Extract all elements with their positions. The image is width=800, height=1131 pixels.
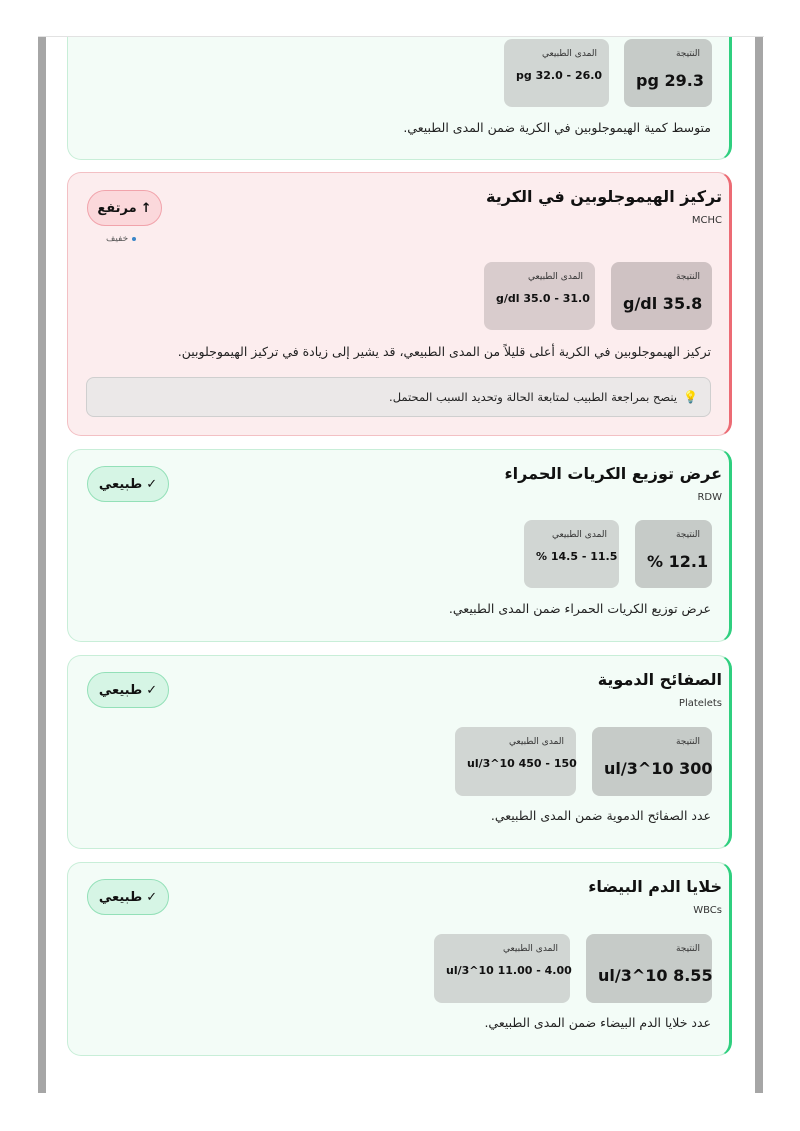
range-label: المدى الطبيعي bbox=[503, 944, 558, 954]
result-value: ul/3^10 8.55 bbox=[598, 966, 713, 985]
severity-indicator bbox=[106, 234, 136, 244]
lightbulb-icon: 💡 bbox=[683, 390, 698, 404]
page-frame-left bbox=[38, 37, 46, 1093]
result-card-platelets bbox=[67, 655, 732, 849]
range-label: المدى الطبيعي bbox=[542, 49, 597, 59]
range-value: % 14.5 - 11.5 bbox=[536, 550, 618, 563]
result-value-box bbox=[611, 262, 712, 330]
test-code: MCHC bbox=[691, 215, 722, 226]
check-icon: ✓ bbox=[146, 476, 158, 492]
status-badge-label: مرتفع bbox=[97, 200, 137, 216]
result-value: g/dl 35.8 bbox=[623, 294, 703, 313]
advice-text: ينصح بمراجعة الطبيب لمتابعة الحالة وتحديد السبب المحتمل. bbox=[389, 390, 678, 404]
result-label: النتيجة bbox=[675, 737, 700, 747]
arrow-up-icon: ↑ bbox=[140, 200, 152, 216]
result-card-wbcs bbox=[67, 862, 732, 1056]
result-card-mch bbox=[67, 37, 732, 160]
status-badge-label: طبيعي bbox=[98, 682, 143, 698]
status-badge-label: طبيعي bbox=[98, 889, 143, 905]
test-title: الصفائح الدموية bbox=[597, 670, 722, 689]
test-title: عرض توزيع الكريات الحمراء bbox=[504, 464, 722, 483]
test-title: خلايا الدم البيضاء bbox=[588, 877, 722, 896]
normal-range-box bbox=[504, 39, 609, 107]
result-value-box bbox=[592, 727, 712, 796]
result-description: تركيز الهيموجلوبين في الكرية أعلى قليلاً من المدى الطبيعي، قد يشير إلى زيادة في تركيز الهيموجلوبين. bbox=[177, 344, 711, 359]
range-value: ul/3^10 450 - 150 bbox=[467, 757, 577, 770]
advice-box bbox=[86, 377, 711, 417]
normal-range-box bbox=[524, 520, 619, 588]
result-card-mchc bbox=[67, 172, 732, 436]
test-code: RDW bbox=[697, 492, 722, 503]
result-card-rdw bbox=[67, 449, 732, 642]
range-value: g/dl 35.0 - 31.0 bbox=[496, 292, 590, 305]
range-label: المدى الطبيعي bbox=[528, 272, 583, 282]
result-value: % 12.1 bbox=[647, 552, 709, 571]
result-value-box bbox=[635, 520, 712, 588]
test-code: Platelets bbox=[678, 698, 722, 709]
result-description: عدد الصفائح الدموية ضمن المدى الطبيعي. bbox=[490, 808, 711, 823]
severity-dot-icon bbox=[132, 237, 136, 241]
status-badge-normal bbox=[87, 466, 169, 502]
report-page bbox=[46, 37, 755, 1093]
result-value: ul/3^10 300 bbox=[604, 759, 713, 778]
status-badge-high bbox=[87, 190, 162, 226]
status-badge-normal bbox=[87, 672, 169, 708]
range-label: المدى الطبيعي bbox=[552, 530, 607, 540]
normal-range-box bbox=[484, 262, 595, 330]
result-description: متوسط كمية الهيموجلوبين في الكرية ضمن المدى الطبيعي. bbox=[403, 120, 711, 135]
status-badge-label: طبيعي bbox=[98, 476, 143, 492]
result-label: النتيجة bbox=[675, 49, 700, 59]
result-description: عرض توزيع الكريات الحمراء ضمن المدى الطبيعي. bbox=[448, 601, 711, 616]
result-value: pg 29.3 bbox=[636, 71, 704, 90]
status-badge-normal bbox=[87, 879, 169, 915]
normal-range-box bbox=[455, 727, 576, 796]
result-label: النتيجة bbox=[675, 272, 700, 282]
test-title: تركيز الهيموجلوبين في الكرية bbox=[486, 187, 722, 206]
normal-range-box bbox=[434, 934, 570, 1003]
range-value: pg 32.0 - 26.0 bbox=[516, 69, 603, 82]
severity-label: خفيف bbox=[106, 234, 129, 244]
result-label: النتيجة bbox=[675, 944, 700, 954]
page-frame-right bbox=[755, 37, 763, 1093]
test-code: WBCs bbox=[693, 905, 722, 916]
range-value: ul/3^10 11.00 - 4.00 bbox=[446, 964, 572, 977]
result-value-box bbox=[624, 39, 712, 107]
range-label: المدى الطبيعي bbox=[509, 737, 564, 747]
check-icon: ✓ bbox=[146, 889, 158, 905]
result-description: عدد خلايا الدم البيضاء ضمن المدى الطبيعي. bbox=[484, 1015, 711, 1030]
check-icon: ✓ bbox=[146, 682, 158, 698]
result-label: النتيجة bbox=[675, 530, 700, 540]
result-value-box bbox=[586, 934, 712, 1003]
